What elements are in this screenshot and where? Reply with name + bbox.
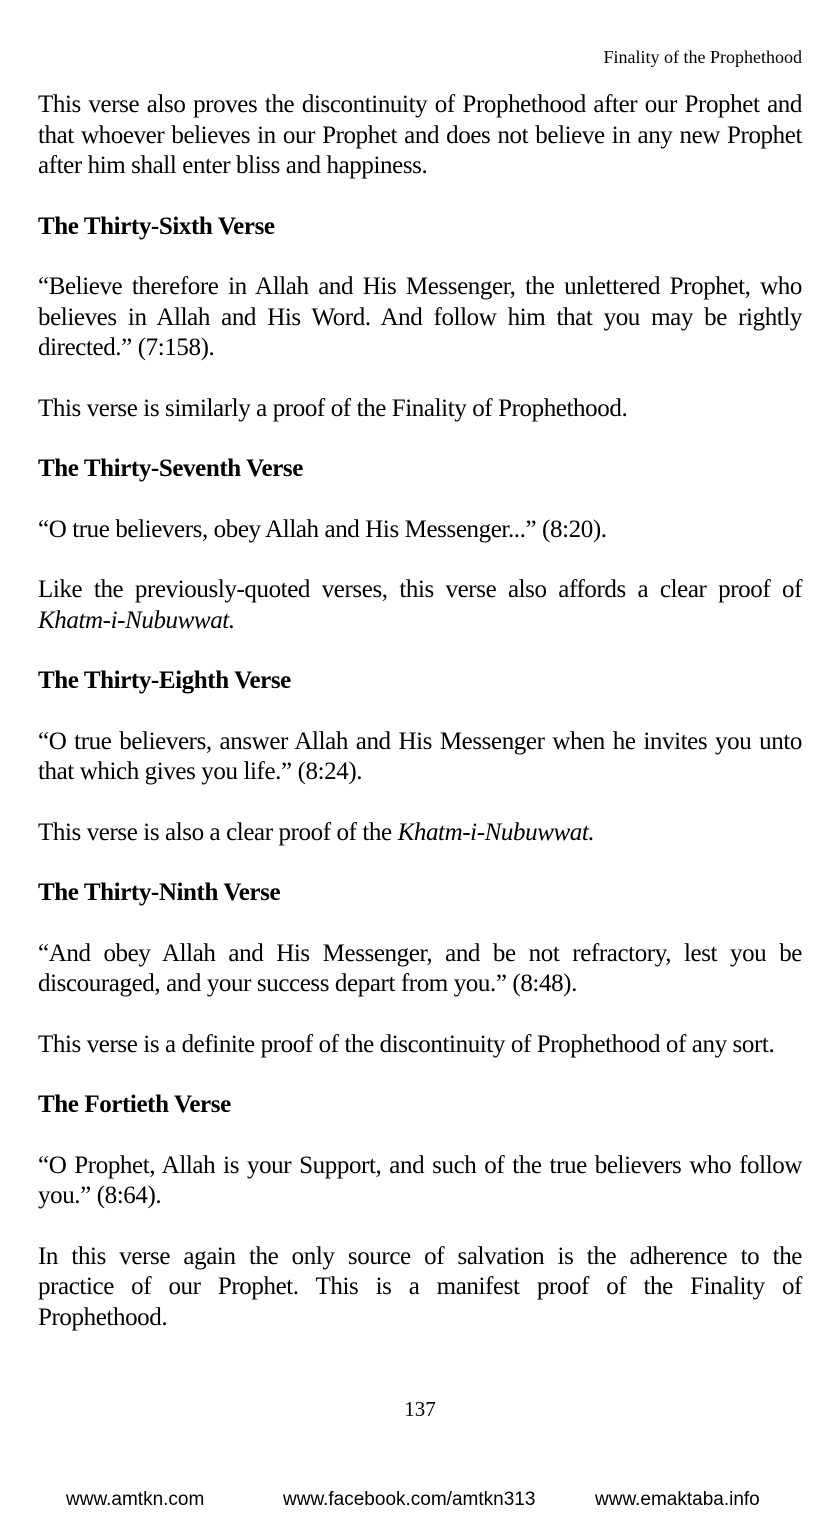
heading-thirty-sixth-verse: The Thirty-Sixth Verse (38, 212, 275, 240)
page-body (38, 90, 802, 1333)
page-number: 137 (404, 1397, 436, 1421)
footer-link-emaktaba[interactable]: www.emaktaba.info (595, 1489, 760, 1510)
quote-thirty-sixth-verse: “Believe therefore in Allah and His Messenger, the unlettered Prophet, who believes in Allah and His Word. And follow him that you may be rightly directed.” (7:158). (38, 273, 802, 361)
intro-paragraph: This verse also proves the discontinuity of Prophethood after our Prophet and that whoever believes in our Prophet and does not believe in any new Prophet after him shall enter bliss and happiness. (38, 91, 802, 179)
footer-links (0, 1486, 840, 1514)
heading-thirty-seventh-verse: The Thirty-Seventh Verse (38, 455, 303, 482)
commentary-fortieth-verse-line-3: Prophethood. (38, 1303, 168, 1331)
commentary-text: This verse is also a clear proof of the (38, 818, 392, 846)
commentary-thirty-ninth-verse: This verse is a definite proof of the discontinuity of Prophethood of any sort. (38, 1030, 775, 1058)
commentary-fortieth-verse-line-1: In this verse again the only source of salvation is the adherence to the (38, 1242, 802, 1270)
commentary-thirty-eighth-verse (38, 818, 802, 849)
quote-fortieth-verse: “O Prophet, Allah is your Support, and such of the true believers who follow you.” (8:64). (38, 1151, 802, 1209)
footer-link-facebook[interactable]: www.facebook.com/amtkn313 (283, 1489, 536, 1510)
heading-thirty-ninth-verse: The Thirty-Ninth Verse (38, 879, 281, 906)
quote-thirty-ninth-verse: “And obey Allah and His Messenger, and be not refractory, lest you be discouraged, and your success depart from you.” (8:48). (38, 939, 802, 997)
running-header: Finality of the Prophethood (603, 47, 802, 67)
commentary-thirty-sixth-verse: This verse is similarly a proof of the Finality of Prophethood. (38, 394, 628, 422)
quote-thirty-seventh-verse: “O true believers, obey Allah and His Messenger...” (8:20). (38, 515, 607, 543)
khatm-term: Khatm-i-Nubuwwat. (397, 818, 595, 846)
heading-fortieth-verse: The Fortieth Verse (38, 1091, 231, 1118)
heading-thirty-eighth-verse: The Thirty-Eighth Verse (38, 667, 291, 694)
commentary-fortieth-verse-line-2: practice of our Prophet. This is a manifest proof of the Finality of (38, 1273, 802, 1300)
commentary-thirty-seventh-verse (38, 575, 802, 636)
khatm-term: Khatm-i-Nubuwwat. (38, 606, 235, 634)
commentary-text: Like the previously-quoted verses, this verse also affords a clear proof of (38, 576, 802, 603)
quote-thirty-eighth-verse: “O true believers, answer Allah and His Messenger when he invites you unto that which gives you life.” (8:24). (38, 727, 802, 785)
footer-link-amtkn[interactable]: www.amtkn.com (66, 1489, 205, 1510)
